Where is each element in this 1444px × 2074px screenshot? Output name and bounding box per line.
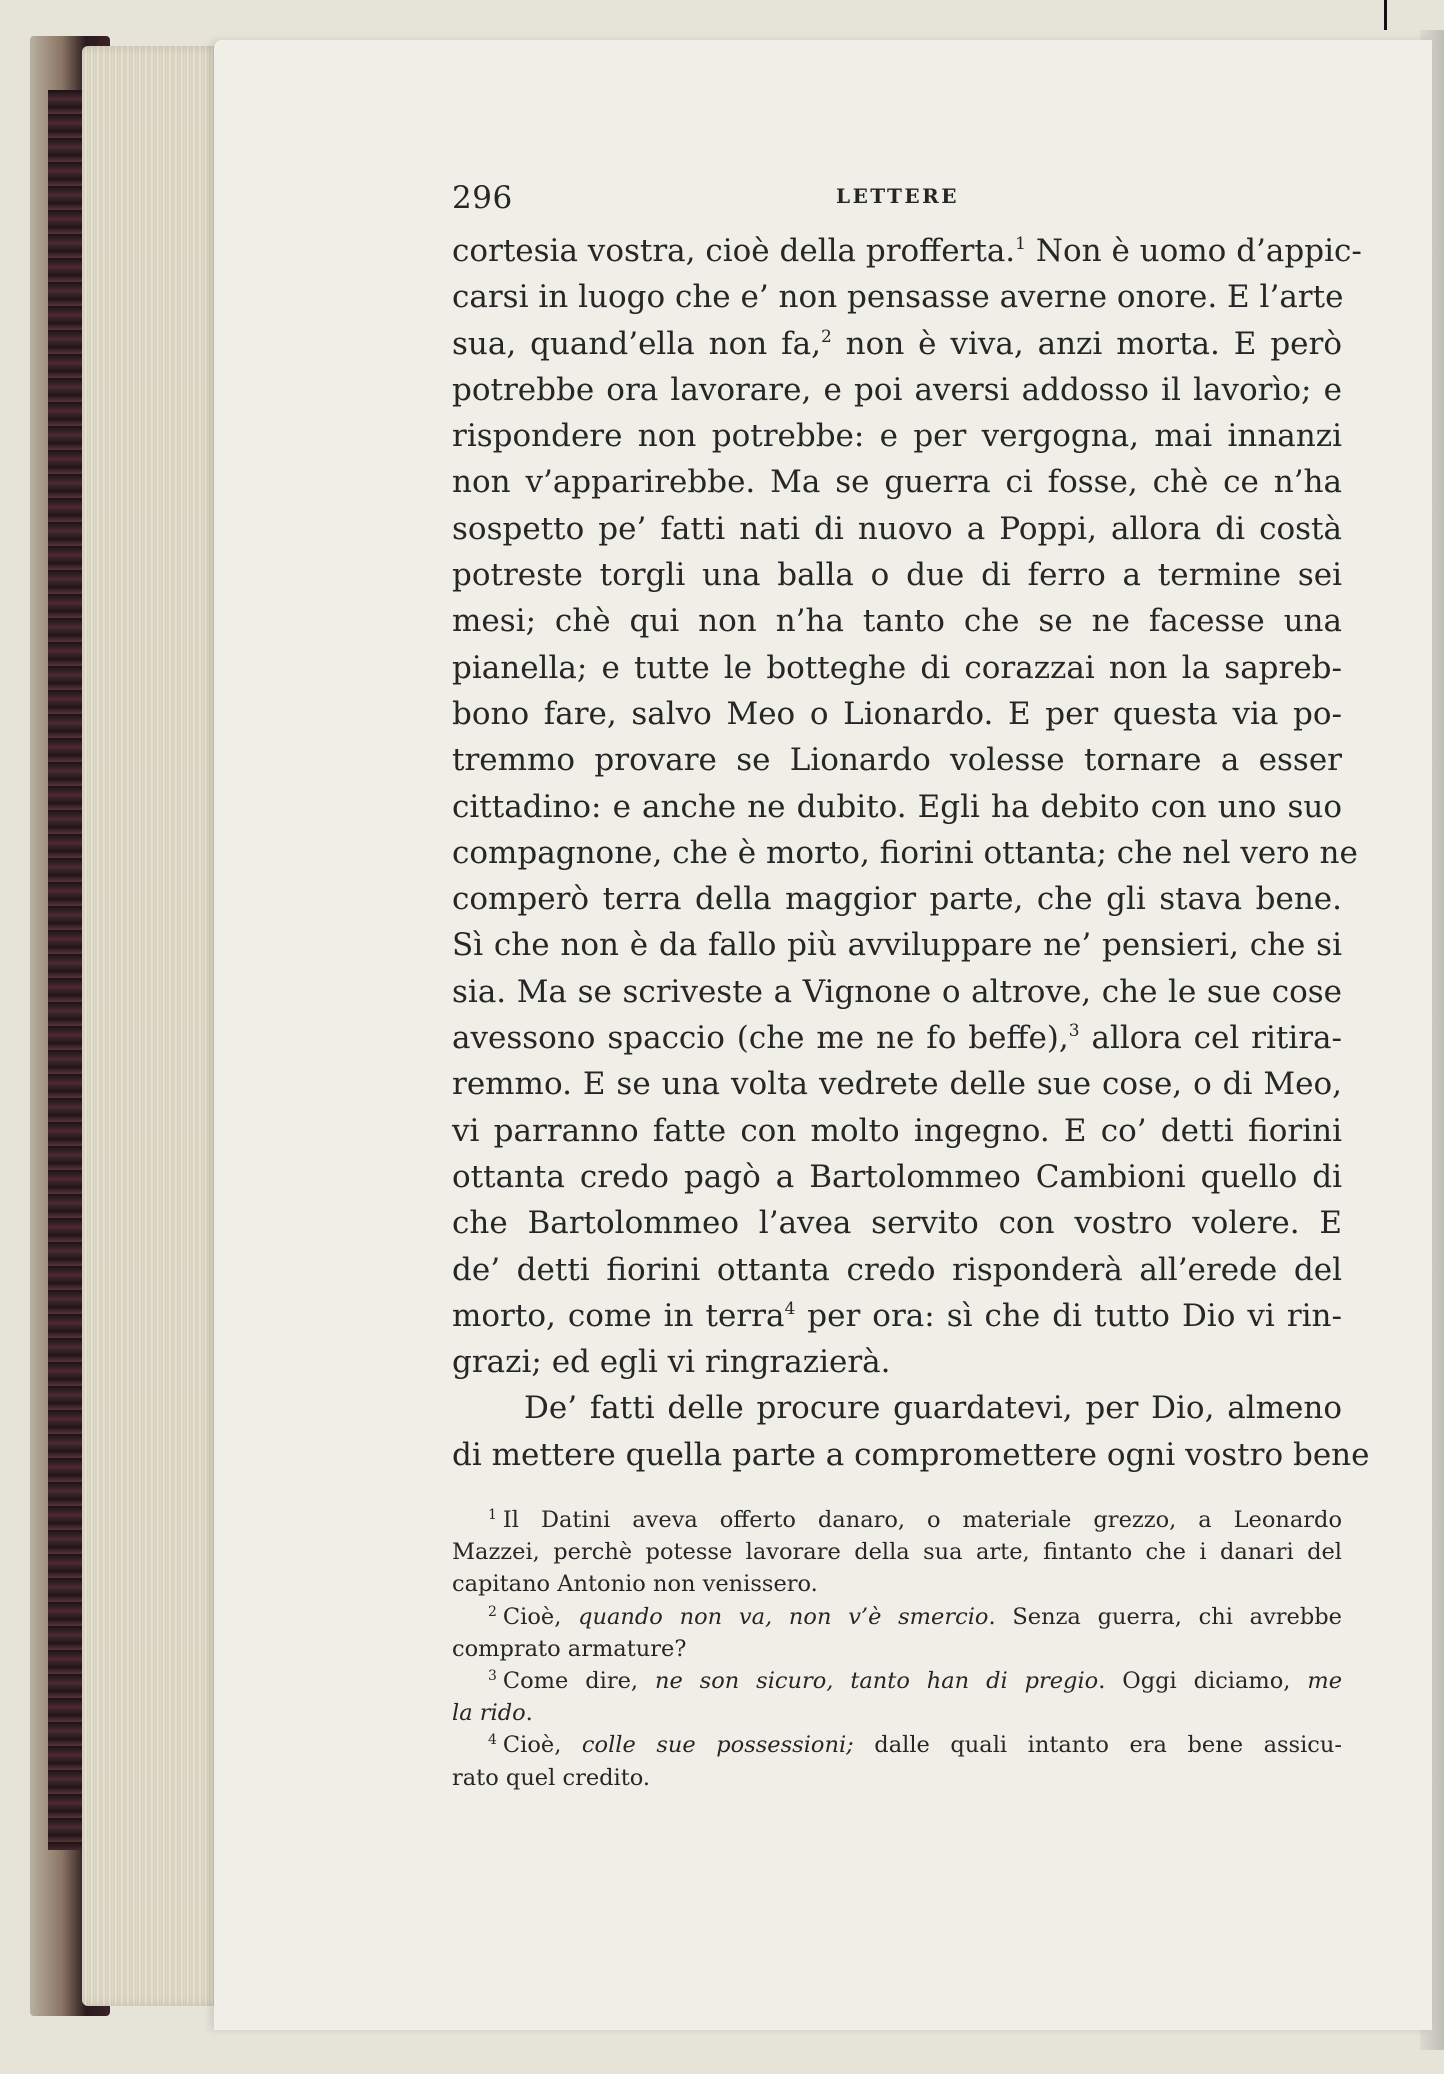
scan-edge-mark [1384,0,1387,30]
footnote [452,1729,1342,1793]
footnote-italic-text: la rido [452,1700,526,1727]
text-segment: avessono spaccio (che me ne fo beffe), [452,1020,1069,1057]
footnote-text: . Senza guerra, chi avrebbe [988,1603,1342,1630]
text-segment: de’ detti fiorini ottanta credo risponderà all’erede del [452,1251,1342,1288]
text-line [452,737,1342,783]
text-segment: Non è uomo d’appic- [1026,233,1362,269]
footnotes [452,1504,1342,1794]
text-line [452,1293,1342,1339]
text-segment: vi parranno fatte con molto ingegno. E co’ detti fiorini [452,1112,1342,1149]
footnote-text: comprato armature? [452,1635,687,1662]
footnote-reference: 4 [784,1298,796,1319]
page-number: 296 [452,180,513,216]
text-line [452,598,1342,644]
text-segment: comperò terra della maggior parte, che gli stava bene. [452,881,1342,918]
text-segment: De’ fatti delle procure guardatevi, per Dio, almeno [524,1390,1342,1427]
text-line [452,691,1342,737]
main-text [452,228,1370,1478]
footnote-reference: 3 [1068,1021,1080,1042]
text-segment: grazi; ed egli vi ringrazierà. [452,1344,891,1381]
footnote-text: Cioè, [502,1732,582,1759]
footnote-line [452,1665,1342,1697]
text-line [452,459,1342,505]
footnote-line [452,1633,1342,1665]
text-segment: mesi; chè qui non n’ha tanto che se ne facesse una [452,603,1342,640]
text-line [452,321,1342,367]
text-line [452,922,1342,968]
text-line [452,876,1342,922]
footnote-text: capitano Antonio non venissero. [452,1571,818,1598]
text-line [452,1154,1342,1200]
text-line [452,1385,1342,1431]
text-line [452,784,1342,830]
text-segment: tremmo provare se Lionardo volesse tornare a esser [452,742,1342,779]
text-line [452,1200,1342,1246]
text-segment: non v’apparirebbe. Ma se guerra ci fosse, chè ce n’ha [452,464,1342,501]
text-line [452,367,1342,413]
text-segment: sua, quand’ella non fa, [452,325,821,362]
footnote-reference: 1 [1015,234,1026,254]
footnote-text: rato quel credito. [452,1764,651,1791]
text-segment: potrebbe ora lavorare, e poi aversi addosso il lavorìo; e [452,371,1342,408]
footnote [452,1665,1342,1729]
text-segment: morto, come in terra [452,1297,785,1334]
footnote-italic-text: ne son sicuro, tanto han di pregio [654,1667,1099,1694]
footnote-text: . Oggi diciamo, [1098,1667,1308,1694]
text-segment: allora cel ritira- [1079,1020,1343,1057]
text-segment: potreste torgli una balla o due di ferro a termine sei [452,557,1342,594]
text-segment: cittadino: e anche ne dubito. Egli ha debito con uno suo [452,788,1342,825]
cover-binding-pattern [48,90,82,1850]
footnote-italic-text: colle sue possessioni; [581,1732,854,1759]
text-segment: di mettere quella parte a compromettere ogni vostro bene [452,1436,1370,1473]
text-segment: ottanta credo pagò a Bartolommeo Cambioni quello di [452,1158,1342,1195]
text-segment: che Bartolommeo l’avea servito con vostro volere. E [452,1205,1342,1242]
text-segment: non è viva, anzi morta. E però [831,325,1342,362]
text-segment: Sì che non è da fallo più avviluppare ne’ pensieri, che si [452,927,1342,964]
footnote-reference: 2 [820,326,832,347]
footnote-line [452,1762,1342,1794]
footnote-text: . [525,1700,533,1727]
text-line [452,413,1342,459]
footnote-line [452,1729,1342,1761]
text-line [452,1339,1342,1385]
footnote [452,1504,1342,1601]
footnote-line [452,1504,1342,1536]
footnote-line [452,1601,1342,1633]
running-head-title: LETTERE [836,184,959,208]
running-head [452,178,1342,226]
footnote [452,1601,1342,1665]
text-line [452,1247,1342,1293]
text-line [452,1432,1370,1478]
footnote-line [452,1568,1342,1600]
text-line [452,506,1342,552]
text-line [452,969,1342,1015]
footnote-line [452,1697,1342,1729]
text-segment: pianella; e tutte le botteghe di corazzai non la sapreb- [452,649,1342,686]
footnote-line [452,1536,1342,1568]
text-line [452,830,1358,876]
footnote-number: 3 [488,1667,497,1684]
text-line [452,645,1342,691]
footnote-text: Cioè, [502,1603,579,1630]
footnote-number: 4 [488,1732,497,1749]
text-segment: cortesia vostra, cioè della profferta. [452,233,1016,269]
footnote-text: Il Datini aveva offerto danaro, o materiale grezzo, a Leonardo [502,1507,1342,1533]
footnote-text: dalle quali intanto era bene assicu- [853,1732,1342,1759]
text-segment: sospetto pe’ fatti nati di nuovo a Poppi, allora di costà [452,510,1342,547]
text-line [452,228,1362,274]
text-line [452,552,1342,598]
text-segment: sia. Ma se scriveste a Vignone o altrove, che le sue cose [452,973,1342,1010]
footnote-italic-text: me [1307,1667,1343,1694]
text-segment: rispondere non potrebbe: e per vergogna, mai innanzi [452,418,1342,455]
text-line [452,274,1342,320]
text-segment: carsi in luogo che e’ non pensasse averne onore. E l’arte [452,279,1344,316]
text-segment: bono fare, salvo Meo o Lionardo. E per questa via po- [452,695,1342,732]
footnote-text: Mazzei, perchè potesse lavorare della sua arte, fintanto che i danari del [452,1539,1342,1566]
footnote-number: 1 [488,1507,497,1523]
footnote-italic-text: quando non va, non v’è smercio [578,1603,989,1630]
text-segment: compagnone, che è morto, fiorini ottanta; che nel vero ne [452,834,1358,871]
text-segment: remmo. E se una volta vedrete delle sue cose, o di Meo, [452,1066,1342,1103]
text-line [452,1108,1342,1154]
text-segment: per ora: sì che di tutto Dio vi rin- [795,1297,1342,1334]
page-edges [82,46,222,2006]
footnote-number: 2 [488,1603,497,1620]
text-line [452,1061,1342,1107]
text-line [452,1015,1342,1061]
footnote-text: Come dire, [502,1667,655,1694]
